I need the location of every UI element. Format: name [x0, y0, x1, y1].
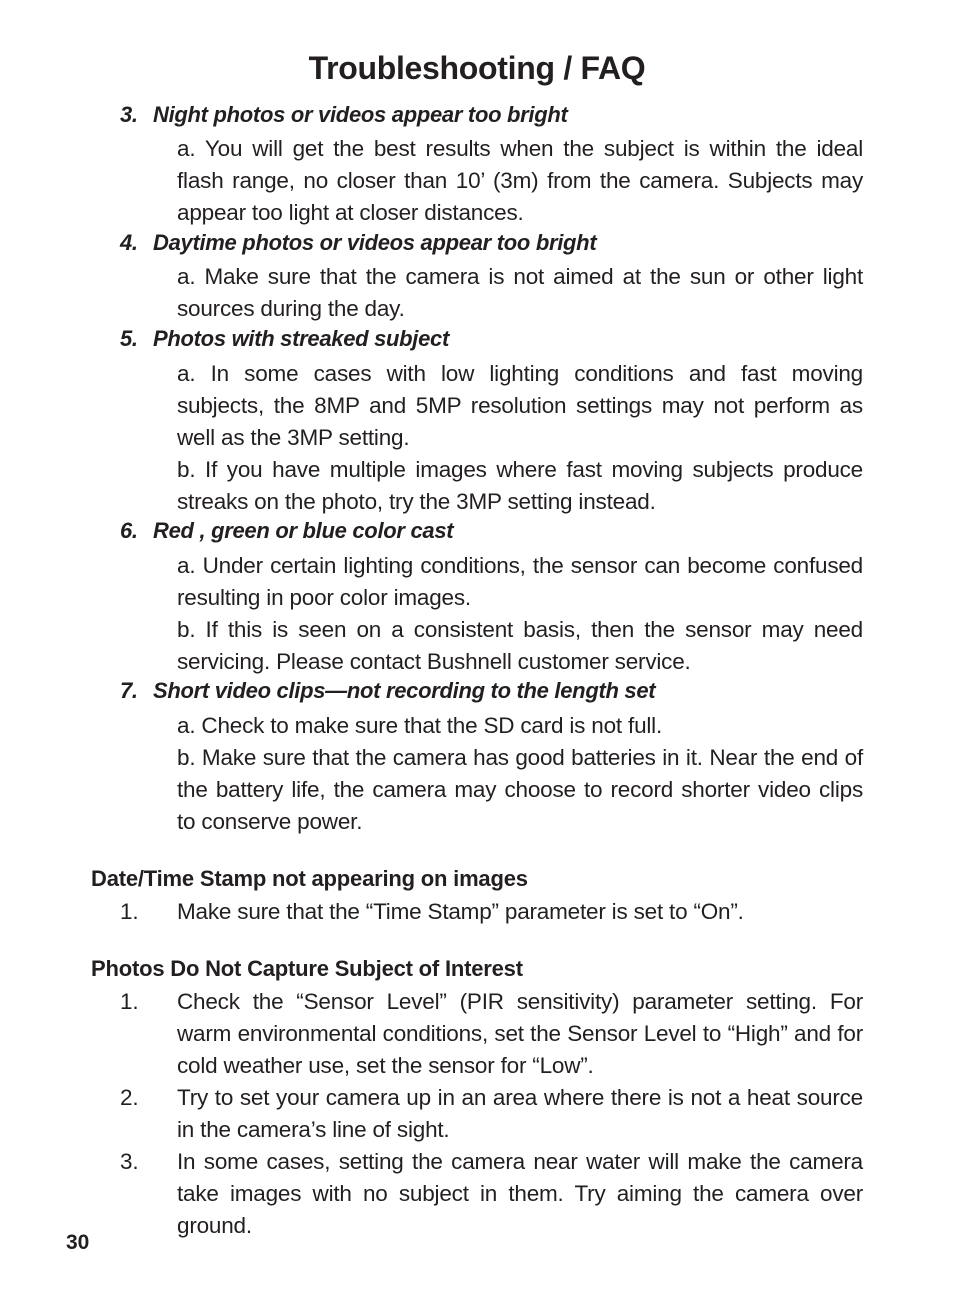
faq-answer-7b: b. Make sure that the camera has good batteries in it. Near the end of the battery life, the camera may choose to record shorter video clips to conserve power.: [177, 745, 863, 834]
list-item-text: Check the “Sensor Level” (PIR sensitivity) parameter setting. For warm environmental conditions, set the Sensor Level to “High” and for cold weather use, set the sensor for “Low”.: [177, 989, 863, 1078]
list-item-text: In some cases, setting the camera near water will make the camera take images with no subject in them. Try aiming the camera over ground.: [177, 1149, 863, 1238]
faq-question-text: Night photos or videos appear too bright: [153, 102, 568, 127]
faq-answer-5b: b. If you have multiple images where fast moving subjects produce streaks on the photo, try the 3MP setting instead.: [177, 457, 863, 514]
faq-number: 6.: [120, 518, 138, 543]
page-title: Troubleshooting / FAQ: [308, 50, 646, 86]
faq-question-6: [120, 518, 453, 544]
faq-answer-6a: a. Under certain lighting conditions, the sensor can become confused resulting in poor color images.: [177, 553, 863, 610]
list-item-number: 2.: [120, 1085, 139, 1110]
page-number: 30: [66, 1231, 90, 1254]
faq-number: 3.: [120, 102, 138, 127]
faq-answer-3a: a. You will get the best results when the subject is within the ideal flash range, no closer than 10’ (3m) from the camera. Subjects may appear too light at closer distances.: [177, 136, 863, 225]
list-item-text: Try to set your camera up in an area where there is not a heat source in the camera’s line of sight.: [177, 1085, 863, 1142]
list-item-text: Make sure that the “Time Stamp” parameter is set to “On”.: [177, 899, 744, 924]
faq-question-4: [120, 230, 596, 256]
list-item-number: 1.: [120, 899, 139, 924]
faq-question-5: [120, 326, 449, 352]
faq-number: 4.: [120, 230, 138, 255]
faq-question-7: [120, 678, 655, 704]
faq-answer-6b: b. If this is seen on a consistent basis, then the sensor may need servicing. Please contact Bushnell customer service.: [177, 617, 863, 674]
section-heading-photos: Photos Do Not Capture Subject of Interest: [91, 956, 523, 981]
faq-question-3: [120, 102, 568, 128]
faq-question-text: Red , green or blue color cast: [153, 518, 454, 543]
faq-question-text: Short video clips—not recording to the length set: [153, 678, 656, 703]
list-item-number: 3.: [120, 1149, 139, 1174]
faq-number: 5.: [120, 326, 138, 351]
faq-number: 7.: [120, 678, 138, 703]
section-heading-date-stamp: Date/Time Stamp not appearing on images: [91, 866, 528, 891]
faq-question-text: Photos with streaked subject: [153, 326, 450, 351]
faq-question-text: Daytime photos or videos appear too bright: [153, 230, 597, 255]
faq-answer-5a: a. In some cases with low lighting conditions and fast moving subjects, the 8MP and 5MP resolution settings may not perform as well as the 3MP setting.: [177, 361, 863, 450]
faq-answer-7a: a. Check to make sure that the SD card is not full.: [177, 713, 663, 738]
faq-answer-4a: a. Make sure that the camera is not aimed at the sun or other light sources during the day.: [177, 264, 863, 321]
list-item-number: 1.: [120, 989, 139, 1014]
